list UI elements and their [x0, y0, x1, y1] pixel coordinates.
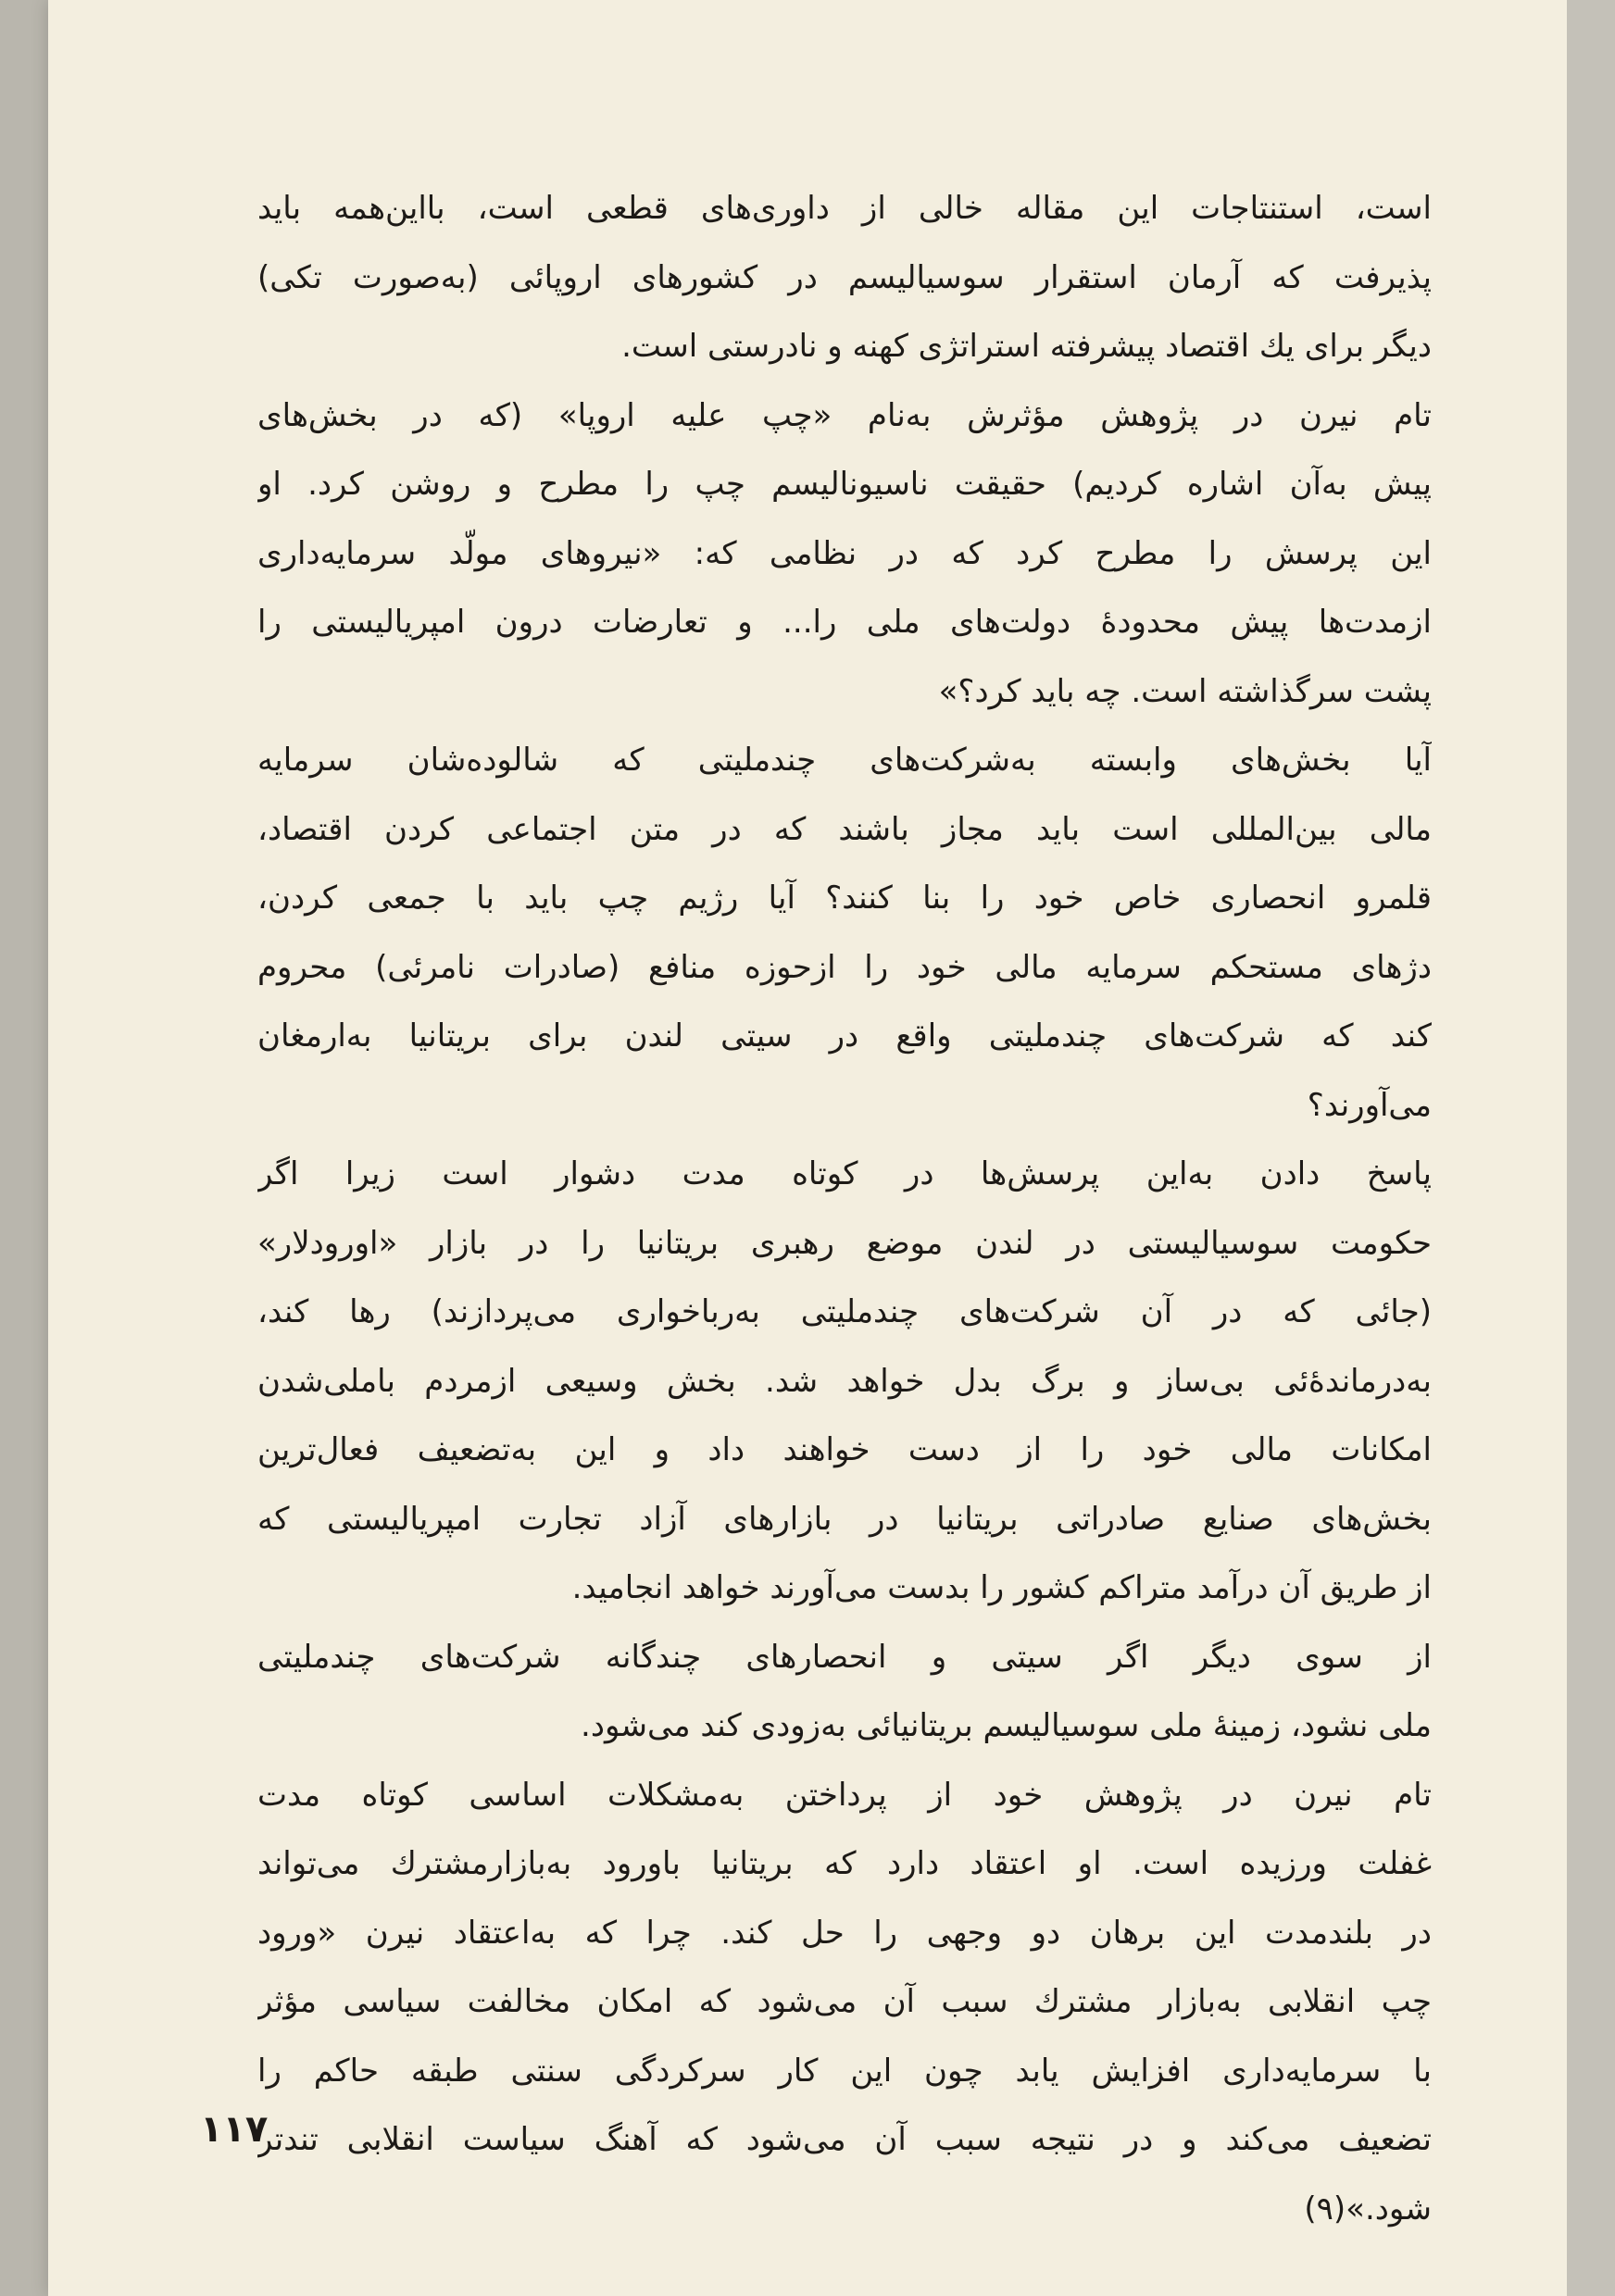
text-line-22: از سوی دیگر اگر سیتی و انحصارهای چندگانه شرکت‌های چندملیتی [257, 1638, 1432, 1676]
text-line-5: پیش به‌آن اشاره کردیم) حقیقت ناسیونالیسم چپ را مطرح و روشن کرد. او [257, 466, 1432, 503]
text-line-21: از طریق آن درآمد متراکم کشور را بدست می‌آورند خواهد انجامید. [571, 1569, 1432, 1606]
page-sheet [48, 0, 1567, 2296]
text-line-28: با سرمایه‌داری افزایش یابد چون این کار سرکردگی سنتی طبقه حاکم را [257, 2052, 1432, 2090]
text-line-30: شود.»(۹) [1304, 2190, 1432, 2227]
text-line-17: (جائی که در آن شرکت‌های چندملیتی به‌رباخواری می‌پردازند) رها کند، [257, 1293, 1432, 1330]
text-line-7: ازمدت‌ها پیش محدودهٔ دولت‌های ملی را... و تعارضات درون امپریالیستی را [257, 604, 1432, 641]
scan-edge [1567, 0, 1615, 2296]
text-line-29: تضعیف می‌کند و در نتیجه سبب آن می‌شود که آهنگ سیاست انقلابی تندتر [257, 2121, 1432, 2158]
text-line-24: تام نیرن در پژوهش خود از پرداختن به‌مشکلات اساسی کوتاه مدت [257, 1776, 1432, 1814]
text-line-2: پذیرفت که آرمان استقرار سوسیالیسم در کشورهای اروپائی (به‌صورت تکی) [257, 258, 1432, 296]
text-line-8: پشت سرگذاشته است. چه باید کرد؟» [938, 672, 1432, 710]
text-line-11: قلمرو انحصاری خاص خود را بنا کنند؟ آیا رژیم چپ باید با جمعی کردن، [257, 880, 1432, 917]
text-line-10: مالی بین‌المللی است باید مجاز باشند که در متن اجتماعی کردن اقتصاد، [257, 810, 1432, 848]
text-line-27: چپ انقلابی به‌بازار مشترك سبب آن می‌شود که امکان مخالفت سیاسی مؤثر [257, 1983, 1432, 2020]
text-line-18: به‌درماندهٔ‌ئی بی‌ساز و برگ بدل خواهد شد. بخش وسیعی ازمردم باملی‌شدن [257, 1362, 1432, 1400]
text-line-16: حکومت سوسیالیستی در لندن موضع رهبری بریتانیا را در بازار «اورودلار» [257, 1224, 1432, 1262]
text-line-9: آیا بخش‌های وابسته به‌شرکت‌های چندملیتی که شالوده‌شان سرمایه [257, 742, 1432, 779]
text-line-6: این پرسش را مطرح کرد که در نظامی که: «نیروهای مولّد سرمایه‌داری [257, 534, 1432, 572]
text-line-14: می‌آورند؟ [1307, 1086, 1432, 1124]
text-line-1: است، استنتاجات این مقاله خالی از داوری‌های قطعی است، بااین‌همه باید [257, 190, 1432, 227]
text-line-25: غفلت ورزیده است. او اعتقاد دارد که بریتانیا باورود به‌بازارمشترك می‌تواند [257, 1845, 1432, 1882]
text-line-12: دژهای مستحکم سرمایه مالی خود را ازحوزه منافع (صادرات نامرئی) محروم [257, 948, 1432, 986]
text-line-23: ملی نشود، زمینهٔ ملی سوسیالیسم بریتانیائی به‌زودی کند می‌شود. [581, 1707, 1432, 1744]
text-line-15: پاسخ دادن به‌این پرسش‌ها در کوتاه مدت دشوار است زیرا اگر [257, 1155, 1432, 1192]
text-line-13: کند که شرکت‌های چندملیتی واقع در سیتی لندن برای بریتانیا به‌ارمغان [257, 1017, 1432, 1054]
text-line-20: بخش‌های صنایع صادراتی بریتانیا در بازارهای آزاد تجارت امپریالیستی که [257, 1500, 1432, 1538]
text-line-3: دیگر برای یك اقتصاد پیشرفته استراتژی کهنه و نادرستی است. [621, 328, 1432, 365]
text-line-26: در بلندمدت این برهان دو وجهی را حل کند. چرا که به‌اعتقاد نیرن «ورود [257, 1914, 1432, 1952]
body-text [257, 174, 1432, 2243]
text-line-4: تام نیرن در پژوهش مؤثرش به‌نام «چپ علیه اروپا» (که در بخش‌های [257, 396, 1432, 434]
text-line-19: امکانات مالی خود را از دست خواهند داد و این به‌تضعیف فعال‌ترین [257, 1431, 1432, 1468]
page-number: ۱۱۷ [200, 2108, 269, 2151]
